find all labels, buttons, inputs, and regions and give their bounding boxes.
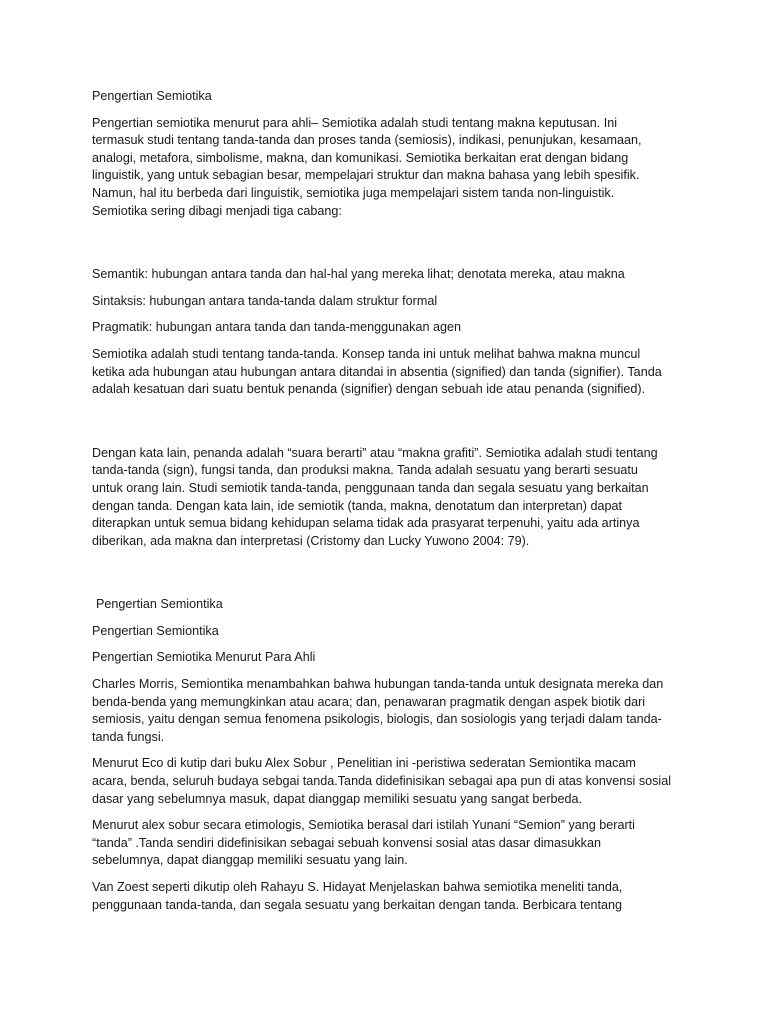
list-item-pragmatik: Pragmatik: hubungan antara tanda dan tanda-menggunakan agen — [92, 320, 462, 335]
paragraph-alex-sobur: Menurut alex sobur secara etimologis, Semiotika berasal dari istilah Yunani “Semion” yang berarti “tanda” .Tanda sendiri didefinisikan sebagai sebuah konvensi sosial atas dasar dimasukkan sebelumnya, dapat dianggap memiliki sesuatu yang lain. — [92, 818, 635, 868]
heading-menurut-para-ahli: Pengertian Semiotika Menurut Para Ahli — [92, 650, 316, 665]
paragraph-charles-morris: Charles Morris, Semiontika menambahkan bahwa hubungan tanda-tanda untuk designata mereka dan benda-benda yang memungkinkan atau acara; dan, penawaran pragmatik dengan aspek biotik dari semiosis, yaitu dengan semua fenomena psikologis, biologis, dan sosiologis yang terjadi dalam tanda-tanda fungsi. — [92, 677, 664, 744]
list-item-sintaksis: Sintaksis: hubungan antara tanda-tanda dalam struktur formal — [92, 293, 438, 308]
list-item-semantik: Semantik: hubungan antara tanda dan hal-hal yang mereka lihat; denotata mereka, atau makna — [92, 267, 625, 282]
heading-pengertian-semiontika-2: Pengertian Semiontika — [92, 623, 219, 638]
paragraph-penanda: Dengan kata lain, penanda adalah “suara berarti” atau “makna grafiti”. Semiotika adalah studi tentang tanda-tanda (sign), fungsi tanda, dan produksi makna. Tanda adalah sesuatu yang berarti sesuatu untuk orang lain. Studi semiotik tanda-tanda, penggunaan tanda dan segala sesuatu yang berkaitan dengan tanda. Dengan kata lain, ide semiotik (tanda, makna, denotatum dan interpretan) dapat diterapkan untuk semua bidang kehidupan selama tidak ada prasyarat terpenuhi, yaitu ada artinya diberikan, ada makna dan interpretasi (Cristomy dan Lucky Yuwono 2004: 79). — [92, 445, 658, 548]
document-body — [92, 88, 672, 923]
paragraph-eco: Menurut Eco di kutip dari buku Alex Sobur , Penelitian ini -peristiwa sederatan Semiontika macam acara, benda, seluruh budaya sebgai tanda.Tanda didefinisikan sebagai apa pun di atas konvensi sosial dasar yang sebelumnya masuk, dapat dianggap memiliki sesuatu yang sangat berbeda. — [92, 756, 672, 806]
paragraph-definition: Pengertian semiotika menurut para ahli– Semiotika adalah studi tentang makna keputusan. Ini termasuk studi tentang tanda-tanda dan proses tanda (semiosis), indikasi, penunjukan, kesamaan, analogi, metafora, simbolisme, makna, dan komunikasi. Semiotika berkaitan erat dengan bidang linguistik, yang untuk sebagian besar, mempelajari struktur dan makna bahasa yang lebih spesifik. Namun, hal itu berbeda dari linguistik, semiotika juga mempelajari sistem tanda non-linguistik. Semiotika sering dibagi menjadi tiga cabang: — [92, 115, 642, 218]
paragraph-van-zoest: Van Zoest seperti dikutip oleh Rahayu S. Hidayat Menjelaskan bahwa semiotika meneliti tanda, penggunaan tanda-tanda, dan segala sesuatu yang berkaitan dengan tanda. Berbicara tentang — [92, 880, 623, 912]
heading-pengertian-semiontika-1: Pengertian Semiontika — [96, 597, 223, 612]
paragraph-tanda: Semiotika adalah studi tentang tanda-tanda. Konsep tanda ini untuk melihat bahwa makna muncul ketika ada hubungan atau hubungan antara ditandai in absentia (signified) dan tanda (signifier). Tanda adalah kesatuan dari suatu bentuk penanda (signifier) dengan sebuah ide atau penanda (signified). — [92, 346, 662, 397]
heading-pengertian-semiotika: Pengertian Semiotika — [92, 89, 212, 103]
